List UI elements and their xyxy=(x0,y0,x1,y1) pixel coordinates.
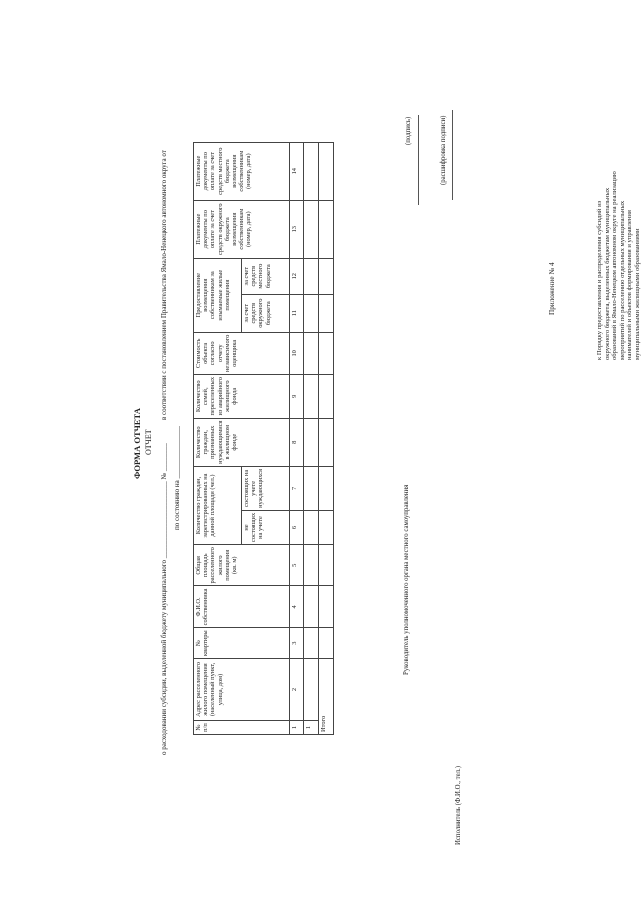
table-cell xyxy=(319,628,334,659)
col-number: 11 xyxy=(290,294,304,332)
table-cell xyxy=(304,628,319,659)
header-compensation: Предоставление возмещения собственникам за изымаемые жилые помещения xyxy=(194,258,242,332)
signature-line xyxy=(418,115,419,205)
header-comp-region: за счет средств окружного бюджета xyxy=(242,294,290,332)
table-cell xyxy=(319,294,334,332)
column-number-row xyxy=(290,142,304,734)
col-number: 8 xyxy=(290,418,304,466)
header-citizens-registered: состоящих на учете нуждающихся xyxy=(242,466,290,510)
table-cell xyxy=(319,418,334,466)
header-num: № п/п xyxy=(194,721,290,735)
col-number: 6 xyxy=(290,510,304,544)
table-cell xyxy=(304,586,319,628)
footer-signature-label: (подпись) xyxy=(405,116,412,145)
table-cell xyxy=(319,332,334,374)
col-number: 7 xyxy=(290,466,304,510)
table-cell xyxy=(319,545,334,586)
header-citizens: Количество граждан, зарегистрированных на данной площади (чел.) xyxy=(194,466,242,544)
footer-executor-label: Исполнитель (Ф.И.О., тел.) xyxy=(455,765,462,845)
table-cell xyxy=(319,374,334,418)
form-title: ФОРМА ОТЧЕТА xyxy=(132,408,142,479)
col-number: 4 xyxy=(290,586,304,628)
header-doc-region: Платежные документы по оплате за счет средств окружного бюджета возмещения собственникам (номер, дата) xyxy=(194,200,290,258)
col-number: 1 xyxy=(290,721,304,735)
report-date-line: по состоянию на _______________ xyxy=(173,425,181,530)
header-cost: Стоимость объекта согласно отчету независимого оценщика xyxy=(194,332,290,374)
table-cell xyxy=(319,200,334,258)
table-cell xyxy=(304,466,319,510)
table-cell xyxy=(304,418,319,466)
annex-label: Приложение № 4 xyxy=(548,262,556,315)
table-cell xyxy=(304,374,319,418)
header-persons: Количество граждан, признанных нуждающимися в жилищном фонде xyxy=(194,418,290,466)
col-number: 10 xyxy=(290,332,304,374)
footer-decode-label: (расшифровка подписи) xyxy=(440,115,447,185)
col-number: 2 xyxy=(290,659,304,721)
header-families: Количество семей, переселенных из аварийного жилищного фонда xyxy=(194,374,290,418)
table-cell xyxy=(319,466,334,510)
row-label-total: Итого xyxy=(319,659,334,735)
header-address: Адрес расселенного жилого помещения (населенный пункт, улица, дом) xyxy=(194,659,290,721)
report-table xyxy=(193,142,334,735)
table-cell xyxy=(319,586,334,628)
footer-head-label: Руководитель уполномоченного органа местного самоуправления xyxy=(403,484,410,675)
table-row-total xyxy=(319,142,334,734)
header-comp-local: за счет средств местного бюджета xyxy=(242,258,290,294)
col-number: 13 xyxy=(290,200,304,258)
report-subject-line: о расходовании субсидии, выделенной бюджету муниципального ______________________ № ________ xyxy=(160,443,168,755)
table-cell xyxy=(304,294,319,332)
header-owner-name: Ф.И.О. собственника xyxy=(194,586,290,628)
col-number: 3 xyxy=(290,628,304,659)
table-cell xyxy=(304,332,319,374)
col-number: 14 xyxy=(290,142,304,200)
table-cell xyxy=(304,200,319,258)
col-number: 9 xyxy=(290,374,304,418)
annex-note: к Порядку предоставления и распределения субсидий из окружного бюджета, выделенных бюджетам муниципальных образований в Ямало-Ненецком автономном округе на реализацию мероприятий по расселению отдельных муниципальных нанимателей и объектов формирования и управления муниципальными жилищными образованиями xyxy=(596,171,641,360)
table-cell xyxy=(319,510,334,544)
header-area: Общая площадь расселенного жилого помещения (кв. м) xyxy=(194,545,290,586)
header-doc-local: Платежные документы по оплате за счет средств местного бюджета возмещения собственникам (номер, дата) xyxy=(194,142,290,200)
table-cell xyxy=(319,258,334,294)
table-row xyxy=(304,142,319,734)
col-number: 12 xyxy=(290,258,304,294)
table-cell xyxy=(304,545,319,586)
row-label: 1 xyxy=(304,721,319,735)
table-cell xyxy=(304,510,319,544)
table-cell xyxy=(304,142,319,200)
table-cell xyxy=(319,142,334,200)
col-number: 5 xyxy=(290,545,304,586)
header-citizens-not-registered: не состоящих на учете xyxy=(242,510,290,544)
header-apartment: № квартиры xyxy=(194,628,290,659)
table-cell xyxy=(304,258,319,294)
decode-line xyxy=(452,110,453,200)
report-title: ОТЧЕТ xyxy=(144,429,153,455)
table-cell xyxy=(304,659,319,721)
report-basis-line: в соответствии с постановлением Правительства Ямало-Ненецкого автономного округа от xyxy=(160,150,168,420)
